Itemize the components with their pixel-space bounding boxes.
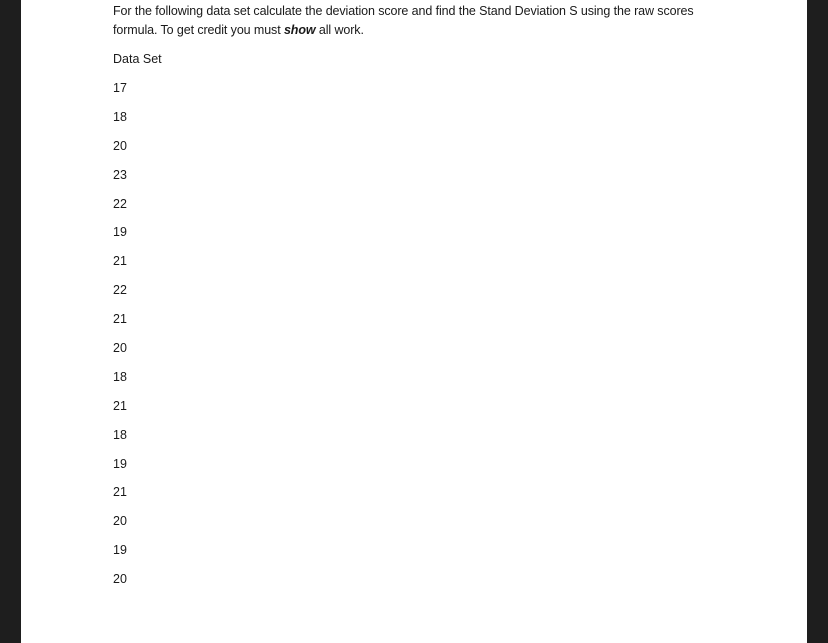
data-value: 20 xyxy=(113,572,127,587)
data-value: 21 xyxy=(113,485,127,500)
data-value: 21 xyxy=(113,398,127,413)
data-value: 19 xyxy=(113,225,127,240)
data-value: 21 xyxy=(113,312,127,327)
data-value: 20 xyxy=(113,138,127,153)
data-value: 17 xyxy=(113,81,127,95)
instructions-part1: For the following data set calculate the deviation score and find the Stand Deviation S using the raw scores formula. To get credit you must xyxy=(113,4,694,37)
data-value: 18 xyxy=(113,109,127,124)
document-content xyxy=(113,2,713,587)
instructions-emphasis: show xyxy=(283,23,316,37)
data-value: 19 xyxy=(113,456,127,471)
data-value: 19 xyxy=(113,543,127,558)
data-value: 22 xyxy=(113,283,127,298)
data-value: 23 xyxy=(113,167,127,182)
data-value: 18 xyxy=(113,369,127,384)
data-value: 21 xyxy=(113,254,127,269)
data-value: 18 xyxy=(113,427,127,442)
instructions-part2: all work. xyxy=(315,23,364,37)
data-value: 22 xyxy=(113,196,127,211)
instructions-text xyxy=(113,2,713,40)
document-page xyxy=(21,0,807,643)
data-value: 20 xyxy=(113,514,127,529)
data-set-list xyxy=(113,79,127,599)
data-value: 20 xyxy=(113,341,127,356)
dataset-label: Data Set xyxy=(113,52,162,66)
